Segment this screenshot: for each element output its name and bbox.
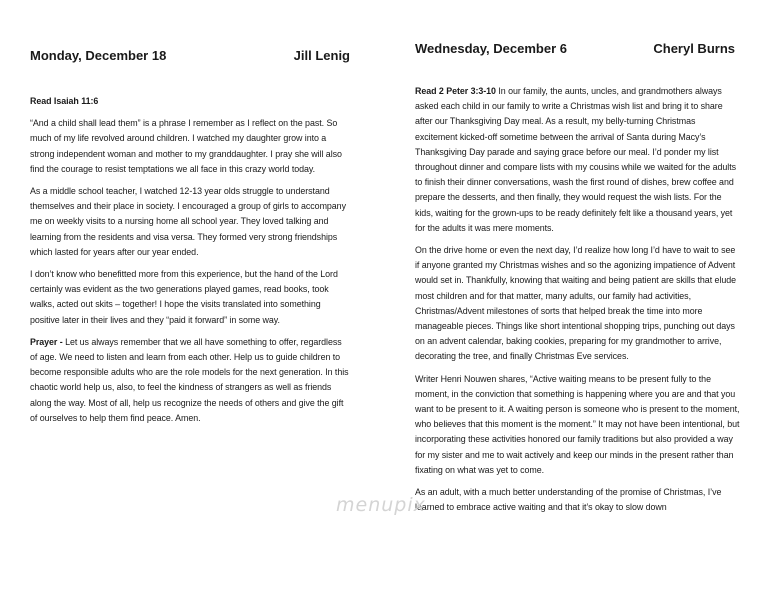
right-page-reading: Read 2 Peter 3:3-10 xyxy=(415,86,496,96)
right-paragraph-1 xyxy=(415,84,740,236)
left-paragraph-2: As a middle school teacher, I watched 12-13 year olds struggle to understand themselves and their place in society. I encouraged a group of girls to accompany me on weekly visits to a nursing home all school year. They loved talking and learning from the residents and visa versa. They formed very strong friendships which lasted for years after our year ended. xyxy=(30,186,346,257)
left-paragraph-1: “And a child shall lead them” is a phrase I remember as I reflect on the past. So much of my life revolved around children. I watched my daughter grow into a strong independent woman and mother to my granddaughter. I pray she will also find the courage to resist temptations we all face in this crazy world today. xyxy=(30,118,342,174)
left-page-body xyxy=(30,94,350,433)
right-paragraph-1-text: In our family, the aunts, uncles, and grandmothers always asked each child in our family to write a Christmas wish list and bring it to share after our Thanksgiving Day meal. As a result, my belly-turning Christmas excitement kicked-off sometime between the arrival of Santa during Macy’s Thanksgiving Day parade and saying grace before our meal. I’d ponder my list throughout dinner and compare lists with my cousins while we waited for the adults to finish their dinner conversations, wash the first round of dishes, brew coffee and prepare the desserts, and then finally, they would request the wish lists. For the kids, waiting for the grown-ups to be ready definitely felt like a thousand years, yet for the adults it was mere moments. xyxy=(415,86,736,233)
left-page-reading: Read Isaiah 11:6 xyxy=(30,96,99,106)
left-page-date: Monday, December 18 xyxy=(30,48,167,63)
right-page-author: Cheryl Burns xyxy=(653,41,735,56)
left-page-header xyxy=(30,48,350,63)
right-page-body xyxy=(415,84,740,522)
left-paragraph-3: I don’t know who benefitted more from this experience, but the hand of the Lord certainly was evident as the two generations played games, read books, took walks, acted out skits – together! I hope the visits translated into something positive later in their lives and they “paid it forward” in some way. xyxy=(30,269,338,325)
right-paragraph-3: Writer Henri Nouwen shares, “Active waiting means to be present fully to the moment, in the conviction that something is happening where you are and that you want to be present to it. A waiting person is someone who is present to the moment, who believes that this moment is the moment.” It may not have been intentional, but incorporating these activities honored our family traditions but also provided a way for my sister and me to wait actively and keep our minds in the present rather than fixating on what was yet to come. xyxy=(415,373,740,475)
right-paragraph-2: On the drive home or even the next day, I’d realize how long I’d have to wait to see if anyone granted my Christmas wishes and so the agonizing impatience of Advent would set in. Thankfully, knowing that waiting and being patient are skills that elude most children and for that matter, many adults, our family had activities, Christmas/Advent milestones of sorts that helped break the time into more manageable pieces. Things like short intentional shopping trips, punching out days on an advent calendar, baking cookies, preparing for my grandmother to arrive, decorating the tree, and finally Christmas Eve services. xyxy=(415,245,736,362)
right-paragraph-4: As an adult, with a much better understanding of the promise of Christmas, I’ve learned to embrace active waiting and that it’s okay to slow down xyxy=(415,487,722,513)
left-page-author: Jill Lenig xyxy=(293,48,350,63)
left-page xyxy=(30,0,350,594)
prayer-text: Let us always remember that we all have something to offer, regardless of age. We need to listen and learn from each other. Help us to guide children to become responsible adults who are the role models for the next generation. In this chaotic world help us, also, to feel the kindness of strangers as well as friends along the way. Most of all, help us recognize the needs of others and give the gift of ourselves to help them find peace. Amen. xyxy=(30,336,349,423)
right-page-header xyxy=(415,41,735,56)
right-page-date: Wednesday, December 6 xyxy=(415,41,567,56)
prayer-label: Prayer - xyxy=(30,336,63,347)
watermark: menupix xyxy=(336,494,426,516)
right-page xyxy=(415,0,740,594)
prayer-paragraph xyxy=(30,335,350,426)
